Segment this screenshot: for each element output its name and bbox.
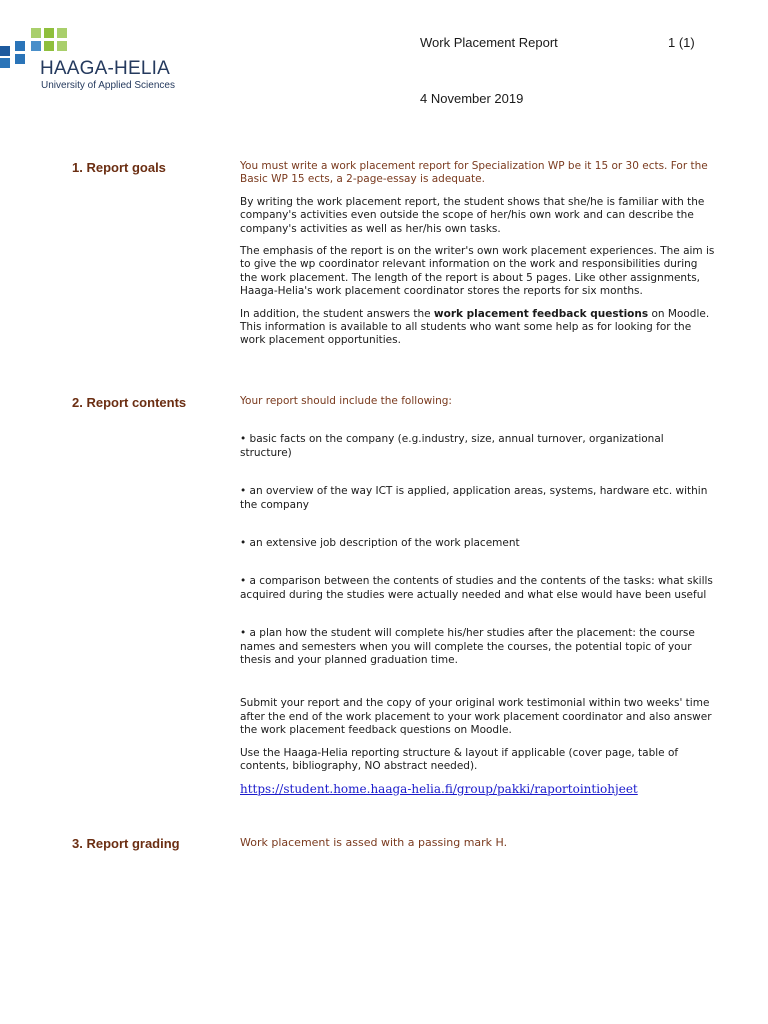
document-date: 4 November 2019 bbox=[420, 91, 524, 106]
document-title: Work Placement Report bbox=[420, 35, 558, 50]
logo-subtitle: University of Applied Sciences bbox=[41, 80, 175, 91]
section-heading: 3. Report grading bbox=[72, 836, 180, 851]
logo-name: HAAGA-HELIA bbox=[40, 58, 170, 79]
section-body bbox=[240, 836, 715, 858]
bold-text: work placement feedback questions bbox=[433, 307, 649, 320]
paragraph: You must write a work placement report for Specialization WP be it 15 or 30 ects. For the Basic WP 15 ects, a 2-page-essay is adequate. bbox=[240, 160, 708, 186]
logo-square bbox=[57, 41, 67, 51]
page-number: 1 (1) bbox=[668, 35, 695, 50]
paragraph: Work placement is assed with a passing mark H. bbox=[240, 836, 508, 849]
logo-square bbox=[31, 41, 41, 51]
section-body bbox=[240, 160, 715, 357]
logo-square bbox=[57, 28, 67, 38]
section-heading: 2. Report contents bbox=[72, 395, 187, 410]
logo-square bbox=[31, 28, 41, 38]
list-item: • a comparison between the contents of studies and the contents of the tasks: what skills acquired during the studies were actually needed and what else would have been useful bbox=[240, 575, 713, 601]
list-item: • an extensive job description of the work placement bbox=[240, 537, 520, 550]
text-run: on Moodle. This information is available to all students who want some help as for looking for the work placement opportunities. bbox=[240, 307, 710, 347]
section-heading: 1. Report goals bbox=[72, 160, 166, 175]
paragraph: By writing the work placement report, the student shows that she/he is familiar with the company's activities even outside the scope of her/his own work and can describe the company's activities as well as her/his own tasks. bbox=[240, 195, 705, 235]
paragraph: Use the Haaga-Helia reporting structure & layout if applicable (cover page, table of contents, bibliography, NO abstract needed). bbox=[240, 746, 679, 773]
list-item: • a plan how the student will complete his/her studies after the placement: the course names and semesters when you will complete the courses, the potential topic of your thesis and your planned graduation time. bbox=[240, 627, 695, 667]
paragraph: Submit your report and the copy of your original work testimonial within two weeks' time after the end of the work placement to your work placement coordinator and also answer the work placement feedback questions on Moodle. bbox=[240, 697, 712, 737]
text-run: In addition, the student answers the bbox=[240, 307, 434, 320]
paragraph bbox=[240, 308, 715, 348]
logo-square bbox=[44, 41, 54, 51]
logo-square bbox=[0, 46, 10, 56]
reporting-guide-link[interactable]: https://student.home.haaga-helia.fi/group/pakki/raportointiohjeet bbox=[240, 781, 638, 796]
list-item: • basic facts on the company (e.g.industry, size, annual turnover, organizational structure) bbox=[240, 433, 664, 459]
paragraph: The emphasis of the report is on the writer's own work placement experiences. The aim is to give the wp coordinator relevant information on the work and responsibilities during the work placement. The length of the report is about 5 pages. Like other assignments, Haaga-Helia's work placement coordinator stores the reports for six months. bbox=[240, 245, 715, 298]
paragraph: Your report should include the following: bbox=[240, 395, 452, 407]
section-body bbox=[240, 395, 715, 806]
logo-square bbox=[15, 41, 25, 51]
logo-square bbox=[44, 28, 54, 38]
logo-square bbox=[15, 54, 25, 64]
list-item: • an overview of the way ICT is applied, application areas, systems, hardware etc. within the company bbox=[240, 485, 708, 511]
paragraph bbox=[240, 783, 715, 797]
logo-square bbox=[0, 58, 10, 68]
